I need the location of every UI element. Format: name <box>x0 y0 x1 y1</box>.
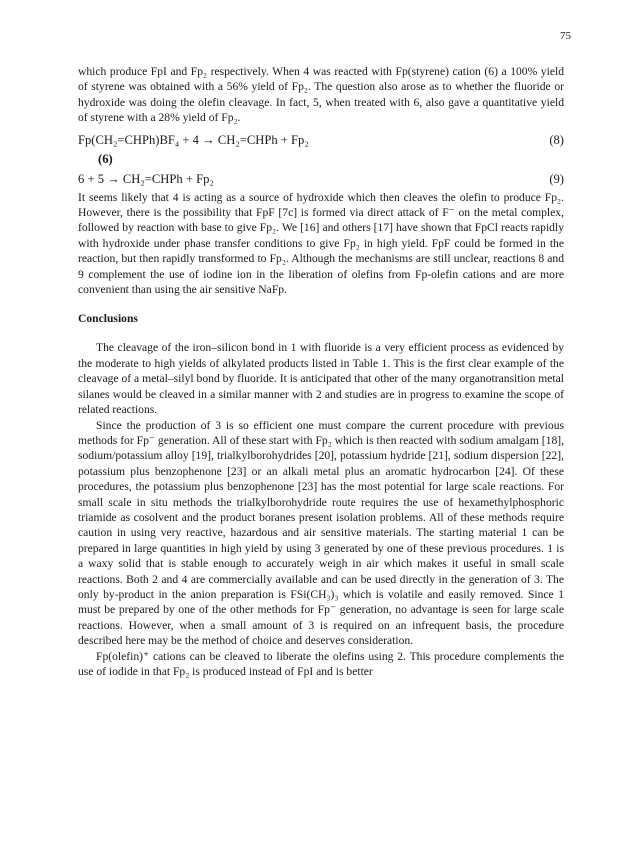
equation-9-number: (9) <box>549 171 564 186</box>
paragraph-intro: which produce FpI and Fp₂ respectively. When 4 was reacted with Fp(styrene) cation (6) a 100% yield of styrene was obtained with a 56% yield of Fp₂. The question also arose as to whether the fluoride or hydroxide was doing the olefin cleavage. In fact, 5, when treated with 6, also gave a quantitative yield of styrene with a 28% yield of Fp₂. <box>78 65 564 125</box>
equation-9-text: 6 + 5 → CH₂=CHPh + Fp₂ <box>78 171 214 186</box>
page-number: 75 <box>560 30 571 42</box>
conclusions-paragraph-1: The cleavage of the iron–silicon bond in 1 with fluoride is a very efficient process as evidenced by the moderate to high yields of alkylated products listed in Table 1. This is the first clear example of the cleavage of a metal–silyl bond by fluoride. It is anticipated that other of the many organotransition metal silanes would be cleaved in a similar manner with 2 and studies are in progress to examine the scope of related reactions. <box>78 341 564 417</box>
equation-8-number: (8) <box>549 132 564 147</box>
paragraph-mechanism: It seems likely that 4 is acting as a source of hydroxide which then cleaves the olefin to produce Fp₂. However, there is the possibility that FpF [7c] is formed via direct attack of F⁻ on the metal complex, followed by reaction with base to give Fp₂. We [16] and others [17] have shown that FpCl reacts rapidly with hydroxide under phase transfer conditions to give Fp₂ in high yield. FpF could be formed in the reaction, but then rapidly transformed to Fp₂. Although the mechanisms are still unclear, reactions 8 and 9 complement the use of iodine ion in the liberation of olefins from Fp-olefin cations and are more convenient than using the air sensitive NaFp. <box>78 190 564 297</box>
conclusions-paragraph-2: Since the production of 3 is so efficient one must compare the current procedure with previous methods for Fp⁻ generation. All of these start with Fp₂ which is then reacted with sodium amalgam [18], sodium/potassium alloy [19], trialkylborohydrides [20], potassium hydride [21], sodium dispersion [22], potassium plus benzophenone [23] or an alkali metal plus an aromatic hydrocarbon [24]. Of these procedures, the potassium plus benzophenone [23] has the most potential for large scale reactions. For small scale in situ methods the trialkylborohydride route requires the use of hexamethylphosphoric triamide as cosolvent and the product boranes present isolation problems. All of these methods require caution in using very reactive, hazardous and air sensitive materials. The starting material 1 can be prepared in large quantities in high yield by using 3 generated by one of these previous procedures. 1 is a waxy solid that is stable enough to accurately weigh in air which makes it useful in small scale reactions. Both 2 and 4 are commercially available and can be used directly in the generation of 3. The only by-product in the anion preparation is FSi(CH₃)₃ which is volatile and easily removed. Since 1 must be prepared by one of the other methods for Fp⁻ generation, no advantage is seen for large scale reactions. However, when a small amount of 3 is required on an infrequent basis, the procedure described here may be the method of choice and deserves consideration. <box>78 418 564 648</box>
equation-8 <box>78 132 564 149</box>
conclusions-paragraph-3: Fp(olefin)⁺ cations can be cleaved to liberate the olefins using 2. This procedure complements the use of iodide in that Fp₂ is produced instead of FpI and is better <box>78 649 564 678</box>
article-body <box>78 64 564 679</box>
compound-label-6: (6) <box>98 151 113 166</box>
equation-9 <box>78 171 564 188</box>
section-heading-conclusions: Conclusions <box>78 312 138 326</box>
equation-8-text: Fp(CH₂=CHPh)BF₄ + 4 → CH₂=CHPh + Fp₂ <box>78 132 309 147</box>
